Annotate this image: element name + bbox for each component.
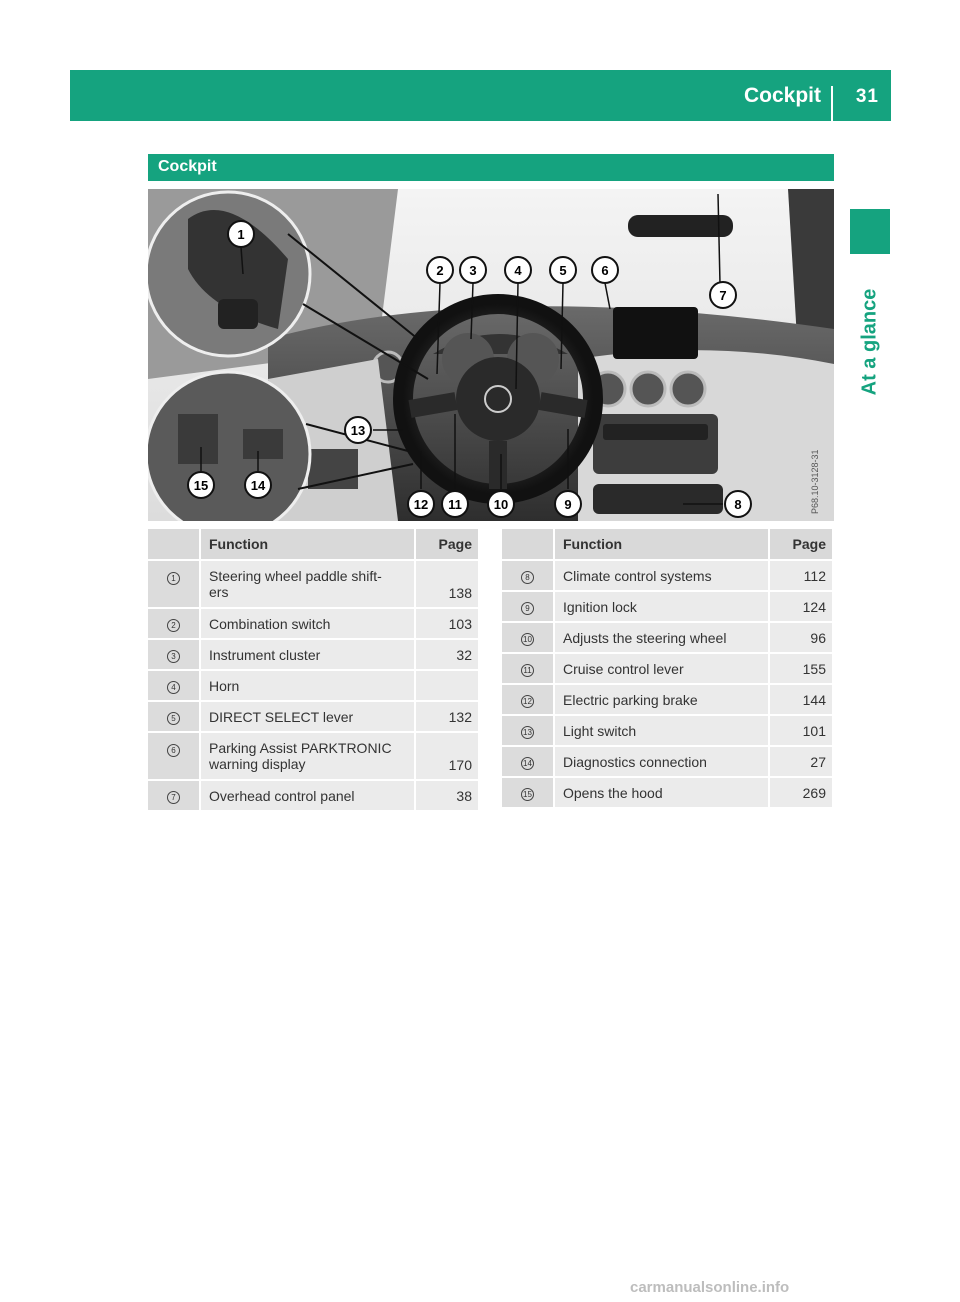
callout-number-icon: 6 [167,744,180,757]
table-row [148,732,479,780]
row-number [148,701,200,732]
svg-text:3: 3 [469,263,477,278]
table-header-row [502,529,833,560]
svg-text:1: 1 [237,227,245,242]
row-page: 155 [769,653,833,684]
side-tab-marker [850,209,890,254]
svg-text:14: 14 [250,478,266,493]
row-function [554,653,769,684]
row-function [200,780,415,811]
row-function [554,622,769,653]
row-function [554,777,769,808]
row-page: 269 [769,777,833,808]
row-page: 170 [415,732,479,780]
callout-number-icon: 13 [521,726,534,739]
row-page: 138 [415,560,479,608]
row-number [148,560,200,608]
function-text-line: warning display [209,756,306,772]
row-number [502,560,554,591]
svg-text:5: 5 [559,263,567,278]
svg-text:6: 6 [601,263,609,278]
row-page: 124 [769,591,833,622]
table-row [502,622,833,653]
function-text-line: Electric parking brake [563,691,698,708]
table-header-row [148,529,479,560]
table-row [148,608,479,639]
row-number [502,746,554,777]
callout-number-icon: 1 [167,572,180,585]
function-text-line: Combination switch [209,615,331,632]
row-number [148,670,200,701]
svg-text:10: 10 [493,497,509,512]
table-header-page: Page [769,529,833,560]
table-row [502,591,833,622]
svg-text:8: 8 [734,497,742,512]
row-function [200,608,415,639]
table-row [148,780,479,811]
row-number [502,777,554,808]
callout-number-icon: 2 [167,619,180,632]
function-text-line: Adjusts the steering wheel [563,629,727,646]
function-text-line: Cruise control lever [563,660,684,677]
row-page: 38 [415,780,479,811]
row-number [502,622,554,653]
svg-text:13: 13 [350,423,366,438]
row-page: 32 [415,639,479,670]
table-header-num [502,529,554,560]
callout-number-icon: 9 [521,602,534,615]
table-header-page: Page [415,529,479,560]
function-text-line: Ignition lock [563,598,637,615]
function-table-left [148,529,480,812]
table-header-num [148,529,200,560]
function-text-line: Opens the hood [563,784,663,801]
function-text-line: Light switch [563,722,637,739]
callout-number-icon: 3 [167,650,180,663]
callout-number-icon: 15 [521,788,534,801]
running-header-title: Cockpit [743,84,821,107]
row-function [200,732,415,780]
row-page: 144 [769,684,833,715]
callout-number-icon: 4 [167,681,180,694]
callout-number-icon: 7 [167,791,180,804]
row-number [502,684,554,715]
cockpit-illustration [148,189,834,521]
table-header-function: Function [200,529,415,560]
function-text-line: Parking Assist PARKTRONIC [209,740,392,756]
table-row [148,670,479,701]
row-page: 103 [415,608,479,639]
callout-number-icon: 8 [521,571,534,584]
row-function [554,591,769,622]
row-page: 132 [415,701,479,732]
table-header-function: Function [554,529,769,560]
function-text-line: DIRECT SELECT lever [209,708,354,725]
table-row [502,653,833,684]
function-text-line: Steering wheel paddle shift- [209,568,382,584]
row-number [148,608,200,639]
figure-code: P68.10-3128-31 [810,449,820,514]
row-page: 27 [769,746,833,777]
row-function [200,639,415,670]
row-page: 112 [769,560,833,591]
header-divider [831,86,833,121]
row-function [554,746,769,777]
table-row [148,639,479,670]
table-row [148,701,479,732]
function-table-right [502,529,834,809]
table-row [502,777,833,808]
svg-text:11: 11 [448,497,462,512]
svg-text:9: 9 [564,497,572,512]
section-heading [148,154,834,181]
callout-number-icon: 5 [167,712,180,725]
row-function [554,715,769,746]
row-function [554,684,769,715]
function-text-line: ers [209,584,229,600]
function-text-line: Climate control systems [563,567,712,584]
table-row [502,715,833,746]
svg-text:2: 2 [436,263,444,278]
row-function [200,670,415,701]
svg-text:15: 15 [193,478,209,493]
row-number [502,653,554,684]
row-number [502,591,554,622]
footer-watermark: carmanualsonline.info [630,1279,790,1296]
svg-text:12: 12 [413,497,429,512]
svg-text:7: 7 [719,288,727,303]
row-number [148,732,200,780]
table-row [502,560,833,591]
table-row [148,560,479,608]
page-number: 31 [855,86,879,107]
side-tab-label [848,262,892,422]
svg-text:4: 4 [514,263,522,278]
row-page [415,670,479,701]
row-function [200,560,415,608]
table-row [502,684,833,715]
function-text-line: Instrument cluster [209,646,321,663]
side-tab-text: At a glance [858,288,881,396]
row-page: 96 [769,622,833,653]
row-number [148,780,200,811]
row-function [554,560,769,591]
section-title: Cockpit [158,158,217,175]
table-row [502,746,833,777]
callout-number-icon: 14 [521,757,534,770]
running-header [70,70,891,121]
callout-number-icon: 11 [521,664,534,677]
function-text-line: Horn [209,677,240,694]
function-text-line: Diagnostics connection [563,753,707,770]
row-function [200,701,415,732]
row-number [502,715,554,746]
callout-number-icon: 12 [521,695,534,708]
row-number [148,639,200,670]
callout-number-icon: 10 [521,633,534,646]
cockpit-figure [148,189,834,521]
row-page: 101 [769,715,833,746]
function-text-line: Overhead control panel [209,787,355,804]
